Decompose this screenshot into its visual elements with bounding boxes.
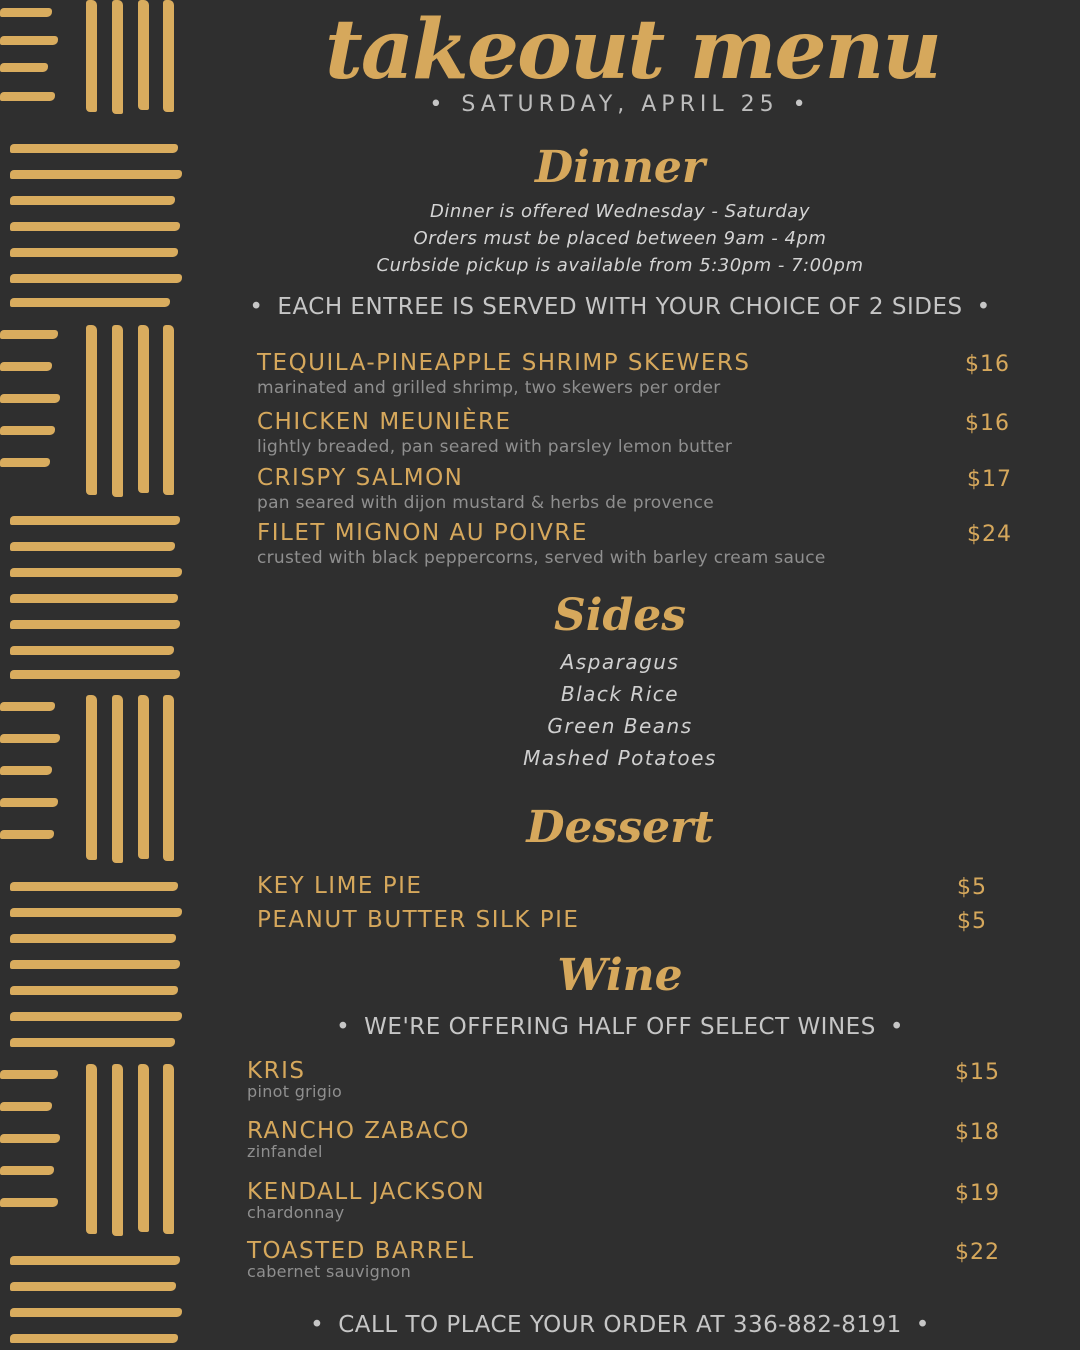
wine-notice-text: WE'RE OFFERING HALF OFF SELECT WINES xyxy=(364,1014,876,1040)
item-price: $5 xyxy=(957,909,987,934)
sides-list xyxy=(185,646,1055,774)
bullet-icon: • xyxy=(976,294,991,320)
wine-price: $22 xyxy=(955,1240,1000,1265)
item-description: marinated and grilled shrimp, two skewers per order xyxy=(257,378,721,398)
item-description: lightly breaded, pan seared with parsley lemon butter xyxy=(257,437,733,457)
brush-block-horizontal xyxy=(0,878,185,1058)
side-item: Black Rice xyxy=(560,682,680,706)
bullet-icon: • xyxy=(889,1014,904,1040)
dinner-info xyxy=(185,198,1055,279)
item-description: crusted with black peppercorns, served with barley cream sauce xyxy=(257,548,826,568)
item-price: $16 xyxy=(965,411,1010,436)
side-item: Mashed Potatoes xyxy=(523,746,717,770)
decorative-brush-pattern xyxy=(0,0,185,1350)
brush-block-vertical xyxy=(0,320,185,500)
bullet-icon: • xyxy=(249,294,264,320)
wine-name: KRIS xyxy=(247,1058,306,1084)
menu-title: takeout menu xyxy=(325,2,940,98)
bullet-icon: • xyxy=(336,1014,351,1040)
item-name: PEANUT BUTTER SILK PIE xyxy=(257,907,580,933)
section-heading-sides: Sides xyxy=(553,590,687,641)
brush-block-vertical xyxy=(0,1062,185,1242)
item-name: FILET MIGNON AU POIVRE xyxy=(257,520,588,546)
wine-name: RANCHO ZABACO xyxy=(247,1118,471,1144)
side-item: Green Beans xyxy=(547,714,693,738)
sides-notice xyxy=(185,294,1055,320)
item-price: $16 xyxy=(965,352,1010,377)
item-price: $24 xyxy=(967,522,1012,547)
wine-price: $19 xyxy=(955,1181,1000,1206)
section-heading-dinner: Dinner xyxy=(534,142,706,193)
brush-block-horizontal xyxy=(0,140,185,310)
item-description: pan seared with dijon mustard & herbs de provence xyxy=(257,493,715,513)
item-name: CHICKEN MEUNIÈRE xyxy=(257,409,512,435)
wine-varietal: zinfandel xyxy=(247,1142,323,1161)
bullet-icon: • xyxy=(915,1312,930,1338)
bullet-icon: • xyxy=(429,92,448,117)
wine-varietal: chardonnay xyxy=(247,1203,345,1222)
item-name: CRISPY SALMON xyxy=(257,465,464,491)
item-price: $5 xyxy=(957,875,987,900)
brush-block-horizontal xyxy=(0,1252,185,1350)
item-name: TEQUILA-PINEAPPLE SHRIMP SKEWERS xyxy=(257,350,751,376)
wine-varietal: pinot grigio xyxy=(247,1082,343,1101)
item-price: $17 xyxy=(967,467,1012,492)
side-item: Asparagus xyxy=(560,650,680,674)
wine-name: TOASTED BARREL xyxy=(247,1238,475,1264)
menu-date xyxy=(185,92,1055,117)
footer-text: CALL TO PLACE YOUR ORDER AT 336-882-8191 xyxy=(338,1312,902,1338)
wine-price: $15 xyxy=(955,1060,1000,1085)
dinner-info-line: Orders must be placed between 9am - 4pm xyxy=(413,228,827,249)
wine-varietal: cabernet sauvignon xyxy=(247,1262,412,1281)
section-heading-wine: Wine xyxy=(557,950,683,1001)
bullet-icon: • xyxy=(792,92,811,117)
wine-notice xyxy=(185,1014,1055,1040)
brush-block-vertical xyxy=(0,0,185,120)
order-phone-footer xyxy=(185,1312,1055,1338)
bullet-icon: • xyxy=(310,1312,325,1338)
brush-block-horizontal xyxy=(0,512,185,682)
sides-notice-text: EACH ENTREE IS SERVED WITH YOUR CHOICE OF 2 SIDES xyxy=(277,294,963,320)
wine-price: $18 xyxy=(955,1120,1000,1145)
date-text: SATURDAY, APRIL 25 xyxy=(461,92,779,117)
wine-name: KENDALL JACKSON xyxy=(247,1179,486,1205)
brush-block-vertical xyxy=(0,690,185,870)
item-name: KEY LIME PIE xyxy=(257,873,423,899)
section-heading-dessert: Dessert xyxy=(526,802,714,853)
dinner-info-line: Curbside pickup is available from 5:30pm - 7:00pm xyxy=(376,255,864,276)
dinner-info-line: Dinner is offered Wednesday - Saturday xyxy=(430,201,810,222)
